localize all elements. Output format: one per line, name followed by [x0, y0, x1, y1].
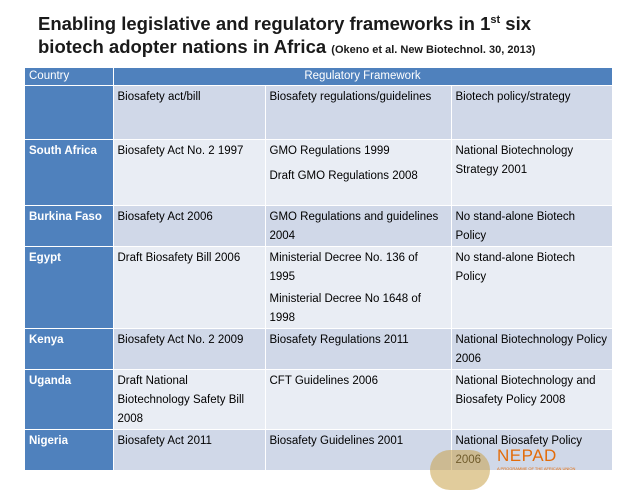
country-cell: Uganda: [25, 370, 113, 430]
country-cell: Kenya: [25, 329, 113, 370]
subheader-act: Biosafety act/bill: [113, 86, 265, 140]
regulations-cell: GMO Regulations and guidelines 2004: [265, 206, 451, 247]
table-row: [25, 140, 612, 206]
policy-cell: No stand-alone Biotech Policy: [451, 247, 612, 329]
regulations-cell: [265, 140, 451, 206]
policy-cell: National Biotechnology Strategy 2001: [451, 140, 612, 206]
slide-title: [38, 12, 628, 62]
act-cell: Draft Biosafety Bill 2006: [113, 247, 265, 329]
regulation-entry: Ministerial Decree No 1648 of 1998: [269, 293, 421, 324]
country-cell: Nigeria: [25, 430, 113, 471]
country-cell: Egypt: [25, 247, 113, 329]
act-cell: Biosafety Act 2011: [113, 430, 265, 471]
table-subheader-row: [25, 86, 612, 140]
title-line2: biotech adopter nations in Africa: [38, 36, 332, 57]
african-union-emblem-icon: [430, 450, 490, 490]
policy-cell: National Biotechnology Policy 2006: [451, 329, 612, 370]
citation: (Okeno et al. New Biotechnol. 30, 2013): [331, 44, 536, 56]
regulation-entry: Ministerial Decree No. 136 of 1995: [269, 252, 418, 283]
regulatory-framework-table: [25, 68, 613, 471]
act-cell: Draft National Biotechnology Safety Bill 2008: [113, 370, 265, 430]
policy-cell: National Biosafety Policy: [451, 430, 612, 471]
act-cell: Biosafety Act No. 2 1997: [113, 140, 265, 206]
act-cell: Biosafety Act No. 2 2009: [113, 329, 265, 370]
regulation-entry: GMO Regulations 1999: [269, 145, 390, 157]
header-regulatory-framework: Regulatory Framework: [113, 68, 612, 86]
act-cell: Biosafety Act 2006: [113, 206, 265, 247]
nepad-logo: NEPAD: [497, 446, 557, 465]
table-row: [25, 206, 612, 247]
regulations-cell: CFT Guidelines 2006: [265, 370, 451, 430]
regulations-cell: Biosafety Guidelines 2001: [265, 430, 451, 471]
policy-cell: No stand-alone Biotech Policy: [451, 206, 612, 247]
country-cell: [25, 86, 113, 140]
table-row: [25, 370, 612, 430]
subheader-regulations: Biosafety regulations/guidelines: [265, 86, 451, 140]
regulation-entry: Draft GMO Regulations 2008: [269, 170, 418, 182]
nepad-tagline: A PROGRAMME OF THE AFRICAN UNION: [497, 466, 576, 471]
country-cell: Burkina Faso: [25, 206, 113, 247]
regulations-cell: Biosafety Regulations 2011: [265, 329, 451, 370]
policy-cell: National Biotechnology and Biosafety Policy 2008: [451, 370, 612, 430]
title-line1: Enabling legislative and regulatory frameworks in 1st six: [38, 13, 531, 34]
subheader-policy: Biotech policy/strategy: [451, 86, 612, 140]
country-cell: South Africa: [25, 140, 113, 206]
table-row: [25, 247, 612, 329]
regulations-cell: [265, 247, 451, 329]
header-country: Country: [25, 68, 113, 86]
table-header-row: [25, 68, 612, 86]
table-row: [25, 329, 612, 370]
